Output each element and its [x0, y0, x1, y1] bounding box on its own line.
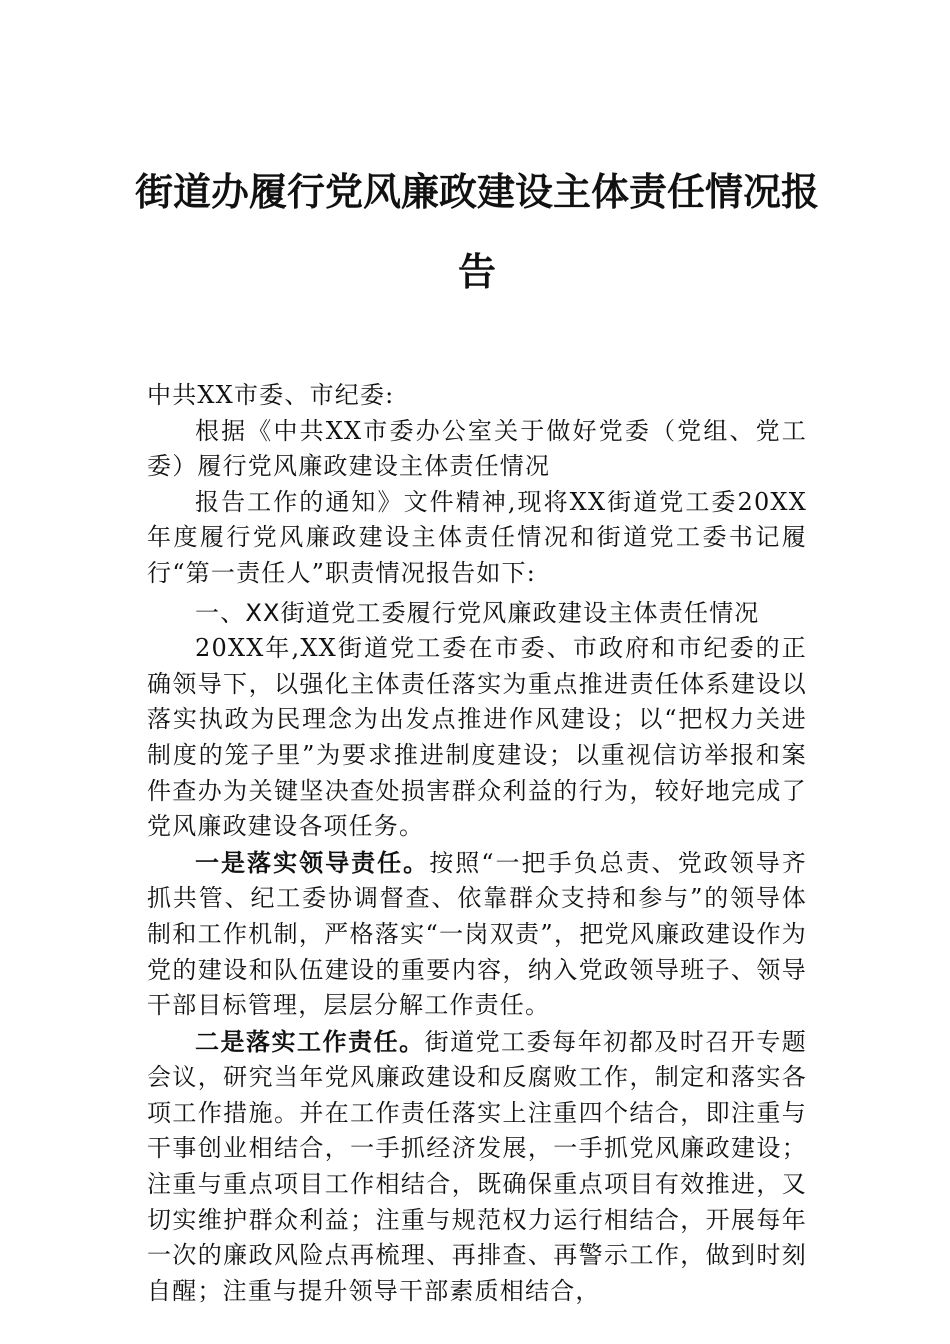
section-1-paragraph: 20XX年,XX街道党工委在市委、市政府和市纪委的正确领导下，以强化主体责任落实为重点推进责任体系建设以落实执政为民理念为出发点推进作风建设；以“把权力关进制度的笼子里”为要求推进制度建设；以重视信访举报和案件查办为关键坚决查处损害群众利益的行为，较好地完成了党风廉政建设各项任务。 [147, 634, 807, 841]
document-title [127, 160, 827, 304]
point-2-lead: 二是落实工作责任。 [195, 1026, 425, 1056]
salutation: 中共XX市委、市纪委: [147, 381, 395, 409]
title-line-2: 告 [457, 249, 496, 294]
point-2-text: 街道党工委每年初都及时召开专题会议，研究当年党风廉政建设和反腐败工作，制定和落实各项工作措施。并在工作责任落实上注重四个结合，即注重与干事创业相结合，一手抓经济发展，一手抓党风廉政建设；注重与重点项目工作相结合，既确保重点项目有效推进，又切实维护群众利益；注重与规范权力运行相结合，开展每年一次的廉政风险点再梳理、再排查、再警示工作，做到时刻自醒；注重与提升领导干部素质相结合， [147, 1027, 807, 1305]
document-body [147, 378, 807, 1309]
point-1-paragraph [147, 845, 807, 1024]
intro-paragraph-1: 根据《中共XX市委办公室关于做好党委（党组、党工委）履行党风廉政建设主体责任情况 [147, 416, 807, 481]
section-1-heading: 一、XX街道党工委履行党风廉政建设主体责任情况 [195, 598, 760, 627]
point-1-lead: 一是落实领导责任。 [195, 847, 430, 877]
title-line-1: 街道办履行党风廉政建设主体责任情况报 [134, 169, 819, 214]
document-page [134, 160, 819, 1309]
point-1-text: 按照“一把手负总责、党政领导齐抓共管、纪工委协调督查、依靠群众支持和参与”的领导体制和工作机制，严格落实“一岗双责”，把党风廉政建设作为党的建设和队伍建设的重要内容，纳入党政领导班子、领导干部目标管理，层层分解工作责任。 [147, 848, 807, 1020]
intro-paragraph-2: 报告工作的通知》文件精神,现将XX街道党工委20XX年度履行党风廉政建设主体责任情况和街道党工委书记履行“第一责任人”职责情况报告如下: [147, 487, 807, 587]
point-2-paragraph [147, 1024, 807, 1310]
